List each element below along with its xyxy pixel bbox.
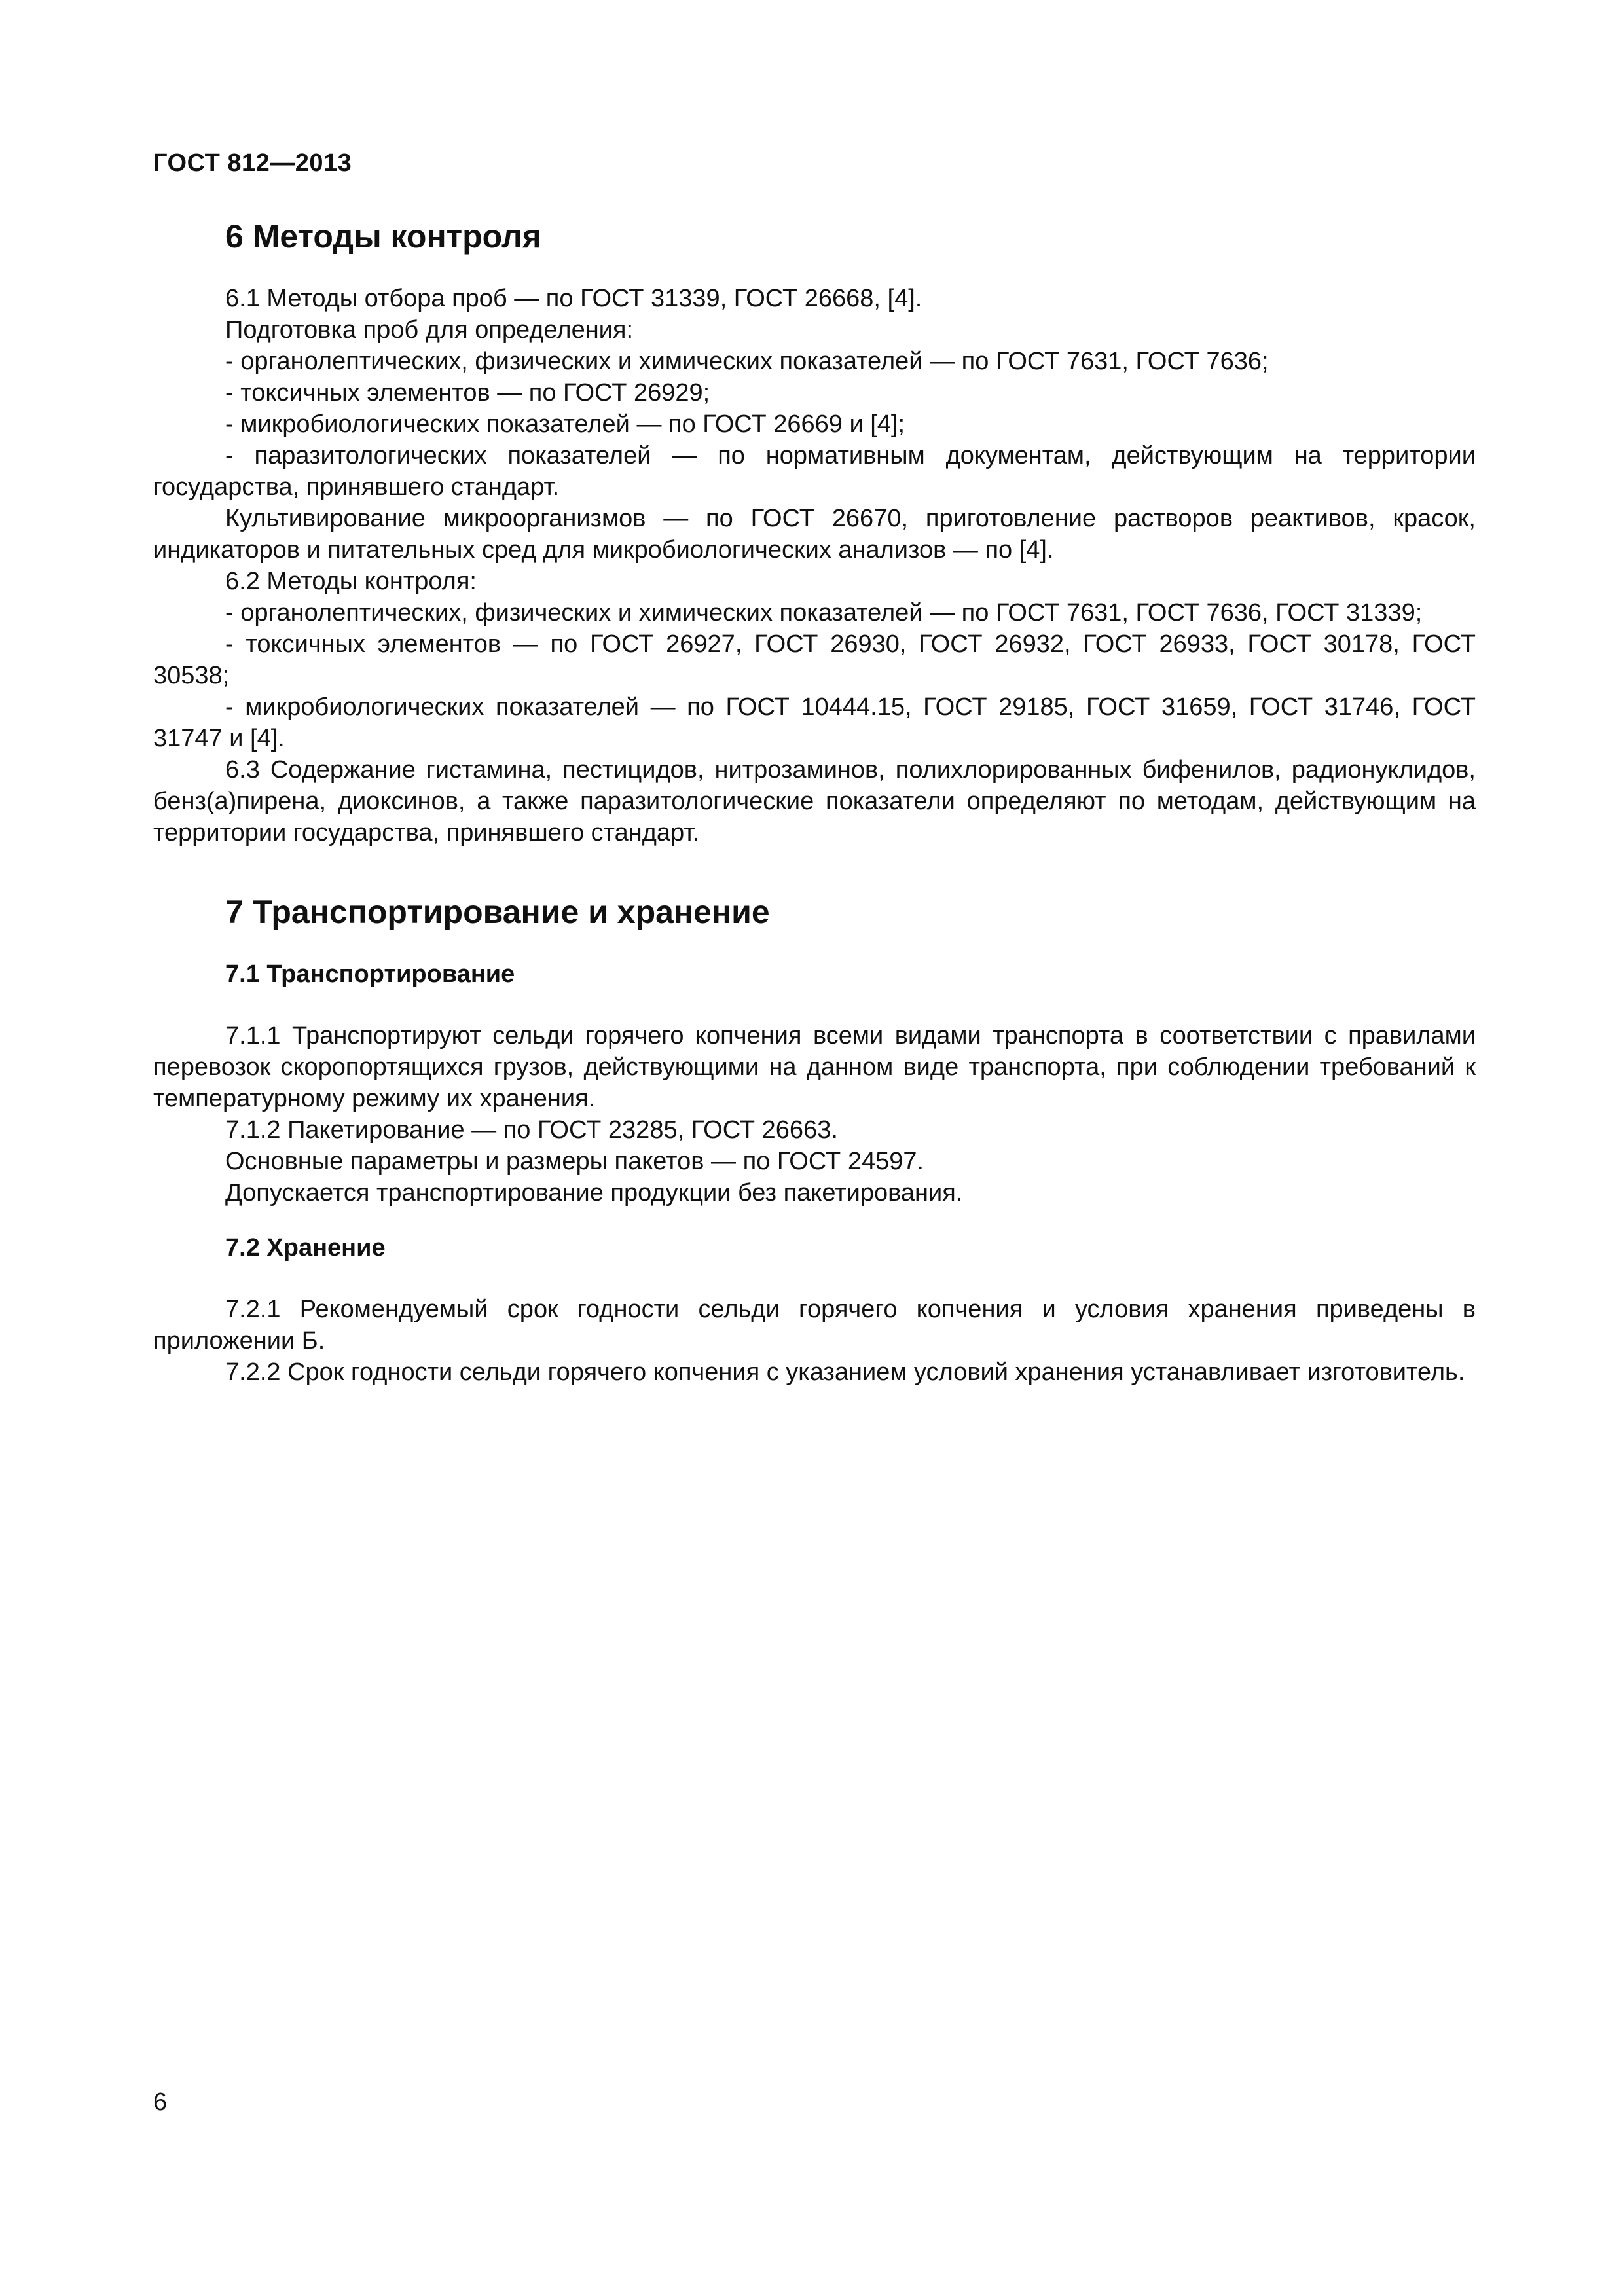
- paragraph-package-params: Основные параметры и размеры пакетов — по ГОСТ 24597.: [225, 1148, 924, 1175]
- subsection-7-2-title: 7.2 Хранение: [225, 1234, 386, 1262]
- paragraph-sample-prep: Подготовка проб для определения:: [225, 316, 634, 344]
- list-item-organoleptic: - органолептических, физических и химических показателей — по ГОСТ 7631, ГОСТ 7636;: [225, 348, 1269, 375]
- paragraph-7-1-1: 7.1.1 Транспортируют сельди горячего копчения всеми видами транспорта в соответствии с правилами перевозок скоропортящихся грузов, действующими на данном виде транспорта, при соблюдении требований к температурному режиму их хранения.: [153, 1022, 1476, 1112]
- paragraph-7-2-1: 7.2.1 Рекомендуемый срок годности сельди горячего копчения и условия хранения приведены в приложении Б.: [153, 1296, 1476, 1355]
- list-item-toxic-control: - токсичных элементов — по ГОСТ 26927, ГОСТ 26930, ГОСТ 26932, ГОСТ 26933, ГОСТ 30178, ГОСТ 30538;: [153, 630, 1476, 689]
- paragraph-cultivation: Культивирование микроорганизмов — по ГОСТ 26670, приготовление растворов реактивов, красок, индикаторов и питательных сред для микробиологических анализов — по [4].: [153, 505, 1476, 564]
- list-item-microbiological: - микробиологических показателей — по ГОСТ 26669 и [4];: [225, 410, 905, 438]
- heading-spacer: [153, 1279, 1476, 1294]
- section-7-title: 7 Транспортирование и хранение: [225, 894, 770, 930]
- document-code-header: ГОСТ 812—2013: [153, 149, 352, 177]
- subsection-spacer: [153, 1209, 1476, 1232]
- section-spacer: [153, 848, 1476, 892]
- page-number: 6: [153, 2088, 168, 2116]
- paragraph-6-3: 6.3 Содержание гистамина, пестицидов, нитрозаминов, полихлорированных бифенилов, радионуклидов, бенз(а)пирена, диоксинов, а также паразитологические показатели определяют по методам, действующим на территории государства, принявшего стандарт.: [153, 756, 1476, 847]
- heading-spacer: [153, 1006, 1476, 1020]
- paragraph-6-1: 6.1 Методы отбора проб — по ГОСТ 31339, ГОСТ 26668, [4].: [225, 285, 922, 312]
- page-content: [153, 216, 1476, 1388]
- list-item-microbiological-control: - микробиологических показателей — по ГОСТ 10444.15, ГОСТ 29185, ГОСТ 31659, ГОСТ 31746, ГОСТ 31747 и [4].: [153, 693, 1476, 752]
- list-item-toxic: - токсичных элементов — по ГОСТ 26929;: [225, 379, 710, 407]
- paragraph-no-packaging: Допускается транспортирование продукции без пакетирования.: [225, 1179, 963, 1207]
- paragraph-6-2: 6.2 Методы контроля:: [225, 568, 477, 595]
- subsection-7-1-title: 7.1 Транспортирование: [225, 960, 515, 988]
- paragraph-7-1-2: 7.1.2 Пакетирование — по ГОСТ 23285, ГОСТ 26663.: [225, 1116, 838, 1144]
- section-6-title: 6 Методы контроля: [225, 218, 541, 255]
- list-item-organoleptic-control: - органолептических, физических и химических показателей — по ГОСТ 7631, ГОСТ 7636, ГОСТ 31339;: [225, 599, 1423, 627]
- list-item-parasitological: - паразитологических показателей — по нормативным документам, действующим на территории государства, принявшего стандарт.: [153, 442, 1476, 501]
- paragraph-7-2-2: 7.2.2 Срок годности сельди горячего копчения с указанием условий хранения устанавливает изготовитель.: [225, 1358, 1465, 1386]
